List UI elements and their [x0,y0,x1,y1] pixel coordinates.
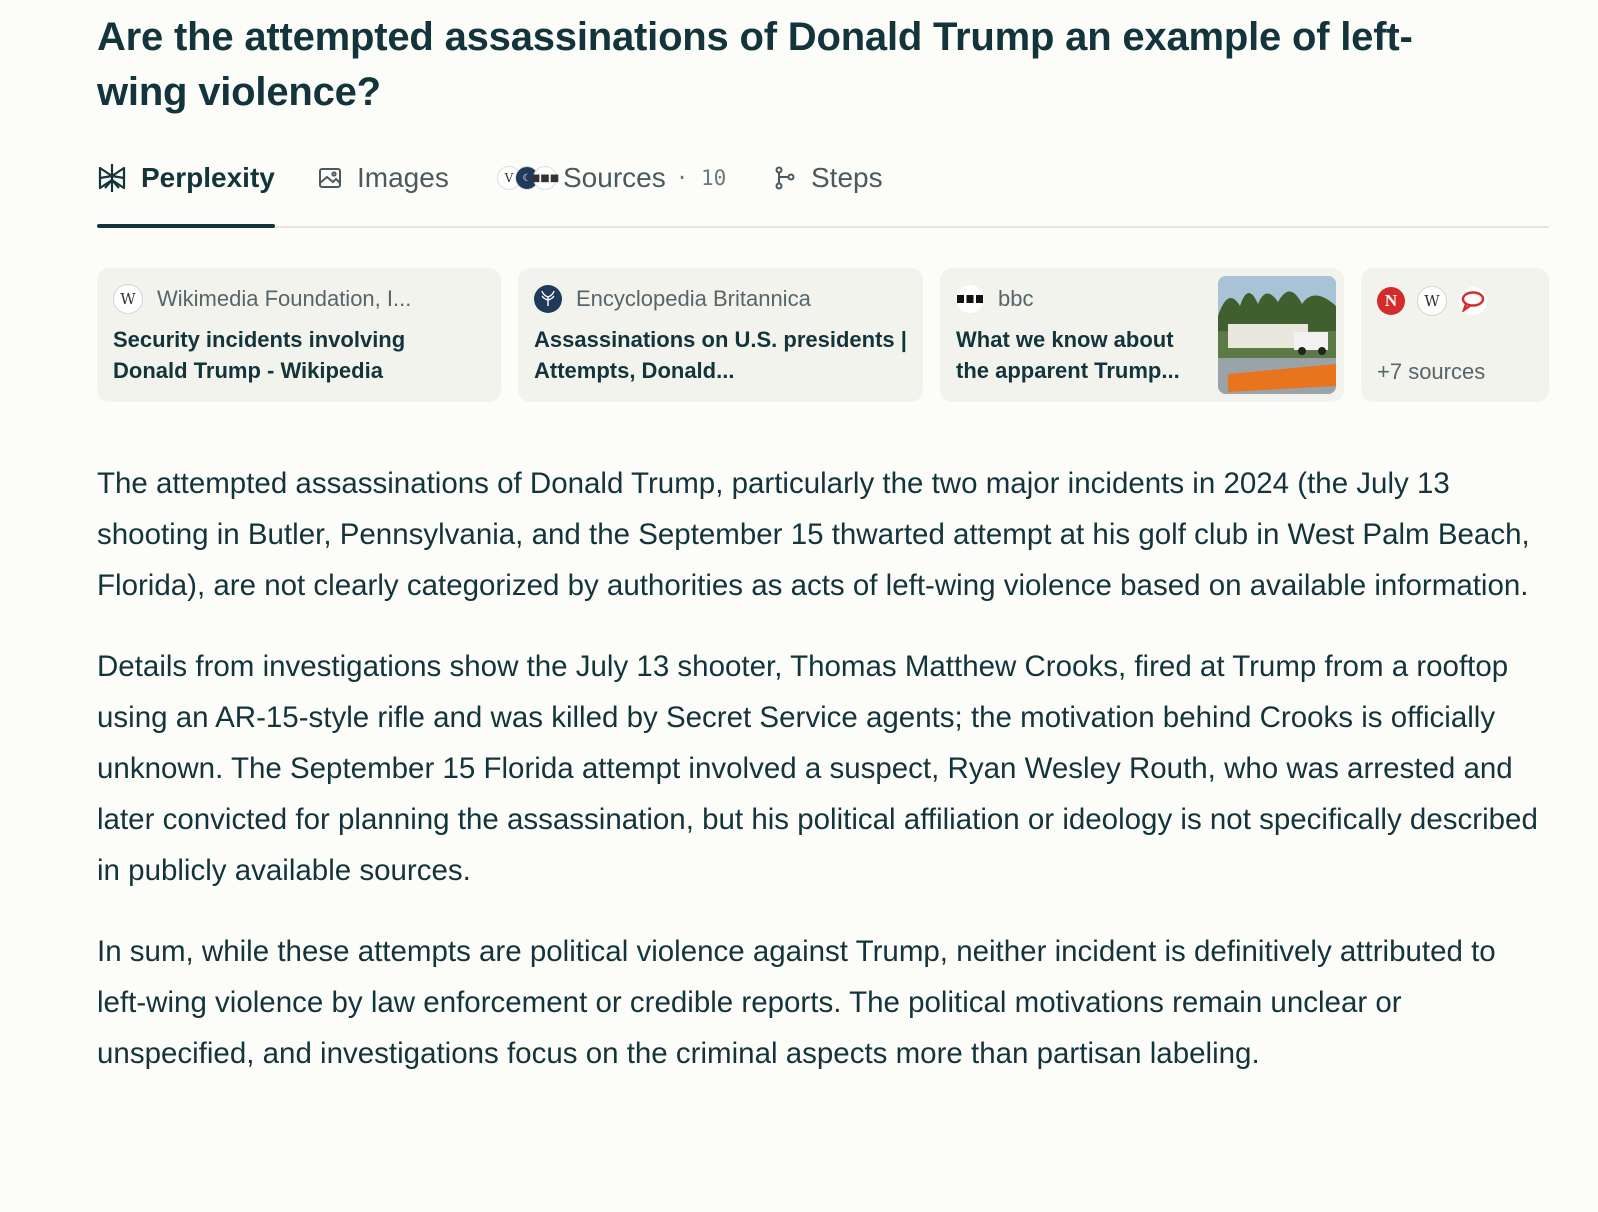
source-site-name: Encyclopedia Britannica [576,286,811,311]
tab-sources[interactable] [497,156,726,200]
tab-sources-label: Sources [563,162,666,193]
britannica-icon [534,285,562,313]
source-title: Assassinations on U.S. presidents | Attempts, Donald... [534,327,907,383]
more-sources-label: +7 sources [1377,359,1486,384]
britannica-icon: ☾ [515,166,539,190]
source-title: Security incidents involving Donald Trump - Wikipedia [113,327,406,383]
tab-images-label: Images [357,162,449,193]
tab-images[interactable] [317,156,449,200]
source-site-name: bbc [998,286,1034,311]
result-tabs [97,150,1549,228]
sources-count: · 10 [675,166,727,190]
wikipedia-icon: V [497,166,521,190]
more-sources-card[interactable] [1361,268,1549,402]
source-title: What we know about the apparent Trump... [956,327,1180,383]
wikipedia-icon: W [1417,286,1447,316]
steps-branch-icon [773,165,797,191]
source-site [534,284,907,314]
tab-steps[interactable] [773,156,883,200]
page-title: Are the attempted assassinations of Donald Trump an example of left-wing violence? [97,15,1413,114]
answer-body [97,458,1549,1109]
source-site [956,284,1204,314]
news-icon: N [1377,287,1405,315]
bbc-icon [956,285,984,313]
source-site-name: Wikimedia Foundation, I... [157,286,412,311]
source-cards [97,268,1549,402]
source-site [113,284,485,314]
thread-view [97,0,1549,1070]
answer-paragraph: Details from investigations show the July 13 shooter, Thomas Matthew Crooks, fired at Trump from a rooftop using an AR-15-style rifle and was killed by Secret Service agents; the motivation behind Crooks is officially unknown. The September 15 Florida attempt involved a suspect, Ryan Wesley Routh, who was arrested and later convicted for planning the assassination, but his political affiliation or ideology is not specifically described in publicly available sources. [97,650,1538,887]
tab-perplexity[interactable] [97,156,275,200]
tab-perplexity-label: Perplexity [141,162,275,193]
source-card[interactable] [518,268,923,402]
tab-steps-label: Steps [811,162,883,193]
answer-paragraph: In sum, while these attempts are political violence against Trump, neither incident is definitively attributed to left-wing violence by law enforcement or credible reports. The political motivations remain unclear or unspecified, and investigations focus on the criminal aspects more than partisan labeling. [97,935,1496,1070]
source-card[interactable] [940,268,1344,402]
source-card[interactable] [97,268,501,402]
source-favicons [497,166,560,190]
active-tab-indicator [97,224,275,228]
answer-paragraph: The attempted assassinations of Donald Trump, particularly the two major incidents in 2024 (the July 13 shooting in Butler, Pennsylvania, and the September 15 thwarted attempt at his golf club in West Palm Beach, Florida), are not clearly categorized by authorities as acts of left-wing violence based on available information. [97,467,1530,602]
image-icon [317,165,343,191]
bbc-icon: ■■■ [533,166,557,190]
speech-bubble-icon [1459,287,1487,315]
perplexity-logo-icon [97,162,127,194]
wikipedia-icon: W [113,284,143,314]
more-sources-favicons [1377,284,1533,318]
source-thumbnail [1218,276,1336,394]
